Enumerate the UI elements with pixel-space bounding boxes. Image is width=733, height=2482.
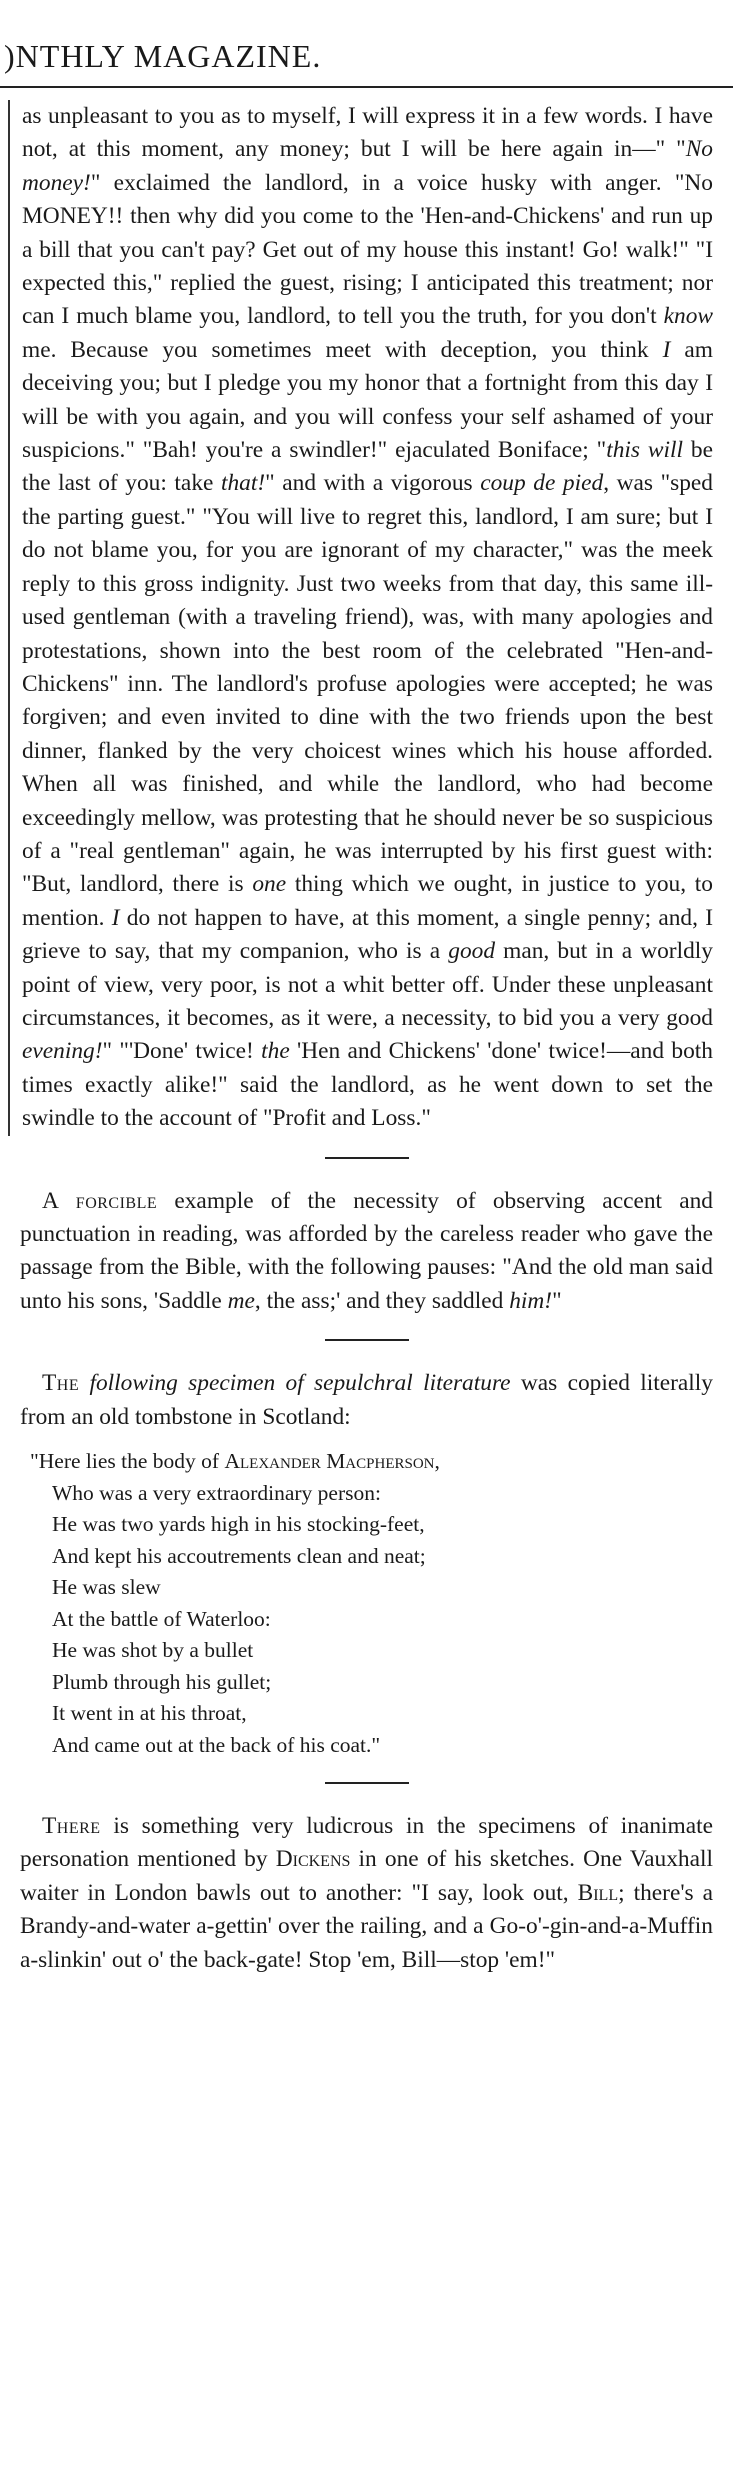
dickens-anecdote: There is something very ludicrous in the specimens of inanimate personation mentioned by Dickens in one of his sketches. One Vauxhall waiter in London bawls out to another: "I say, look out, Bill; there's a Brandy-and-water a-gettin' over the railing, and a Go-o'-gin-and-a-Muffin a-slinkin' out o' the back-gate! Stop 'em, Bill—stop 'em!" bbox=[20, 1813, 714, 1973]
epitaph-line: He was slew bbox=[52, 1575, 161, 1600]
text-column bbox=[20, 100, 713, 1977]
epitaph-line: And came out at the back of his coat." bbox=[52, 1732, 381, 1757]
epitaph-line: He was shot by a bullet bbox=[52, 1638, 254, 1663]
landlord-story-text: as unpleasant to you as to myself, I will express it in a few words. I have not, at this moment, any money; but I will be here again in—" "No money!" exclaimed the landlord, in a voice husky with anger. "No MONEY!! then why did you come to the 'Hen-and-Chickens' and run up a bill that you can't pay? Get out of my house this instant! Go! walk!" "I expected this," replied the guest, rising; I anticipated this treatment; nor can I much blame you, landlord, to tell you the truth, for you don't know me. Because you sometimes meet with deception, you think I am deceiving you; but I pledge you my honor that a fortnight from this day I will be with you again, and you will confess your self ashamed of your suspicions." "Bah! you're a swindler!" ejaculated Boniface; "this will be the last of you: take that!" and with a vigorous coup de pied, was "sped the parting guest." "You will live to regret this, landlord, I am sure; but I do not blame you, for you are ignorant of my character," was the meek reply to this gross indignity. Just two weeks from that day, this same ill-used gentleman (with a traveling friend), was, with many apologies and protestations, shown into the best room of the celebrated "Hen-and-Chickens" inn. The landlord's profuse apologies were accepted; he was forgiven; and even invited to dine with the two friends upon the best dinner, flanked by the very choicest wines which his house afforded. When all was finished, and while the landlord, who had become exceedingly mellow, was protesting that he should never be so suspicious of a "real gentleman" again, he was interrupted by his first guest with: "But, landlord, there is one thing which we ought, in justice to you, to mention. I do not happen to have, at this moment, a single penny; and, I grieve to say, that my companion, who is a good man, but in a worldly point of view, very poor, is not a whit better off. Under these unpleasant circumstances, it becomes, as it were, a necessity, to bid you a very good evening!" "'Done' twice! the 'Hen and Chickens' 'done' twice!—and both times exactly alike!" said the landlord, as he went down to set the swindle to the account of "Profit and Loss." bbox=[22, 103, 714, 1132]
epitaph-intro: The following specimen of sepulchral literature was copied literally from an old tombstone in Scotland: bbox=[20, 1370, 713, 1430]
epitaph-line: Plumb through his gullet; bbox=[52, 1669, 272, 1694]
section-separator bbox=[325, 1157, 409, 1159]
header-rule bbox=[0, 86, 733, 88]
epitaph-line: "Here lies the body of Alexander Macpherson, bbox=[30, 1449, 440, 1474]
landlord-story bbox=[8, 100, 713, 1136]
section-separator bbox=[325, 1782, 409, 1784]
epitaph-line: At the battle of Waterloo: bbox=[52, 1606, 271, 1631]
epitaph-line: And kept his accoutrements clean and neat; bbox=[52, 1543, 426, 1568]
accent-anecdote: A forcible example of the necessity of observing accent and punctuation in reading, was afforded by the careless reader who gave the passage from the Bible, with the following pauses: "And the old man said unto his sons, 'Saddle me, the ass;' and they saddled him!" bbox=[20, 1187, 713, 1314]
epitaph-line: Who was a very extraordinary person: bbox=[52, 1480, 381, 1505]
running-head: )NTHLY MAGAZINE. bbox=[4, 38, 322, 74]
epitaph-line: It went in at his throat, bbox=[52, 1701, 247, 1726]
epitaph-line: He was two yards high in his stocking-feet, bbox=[52, 1512, 425, 1537]
section-separator bbox=[325, 1339, 409, 1341]
epitaph-verse bbox=[20, 1446, 713, 1761]
